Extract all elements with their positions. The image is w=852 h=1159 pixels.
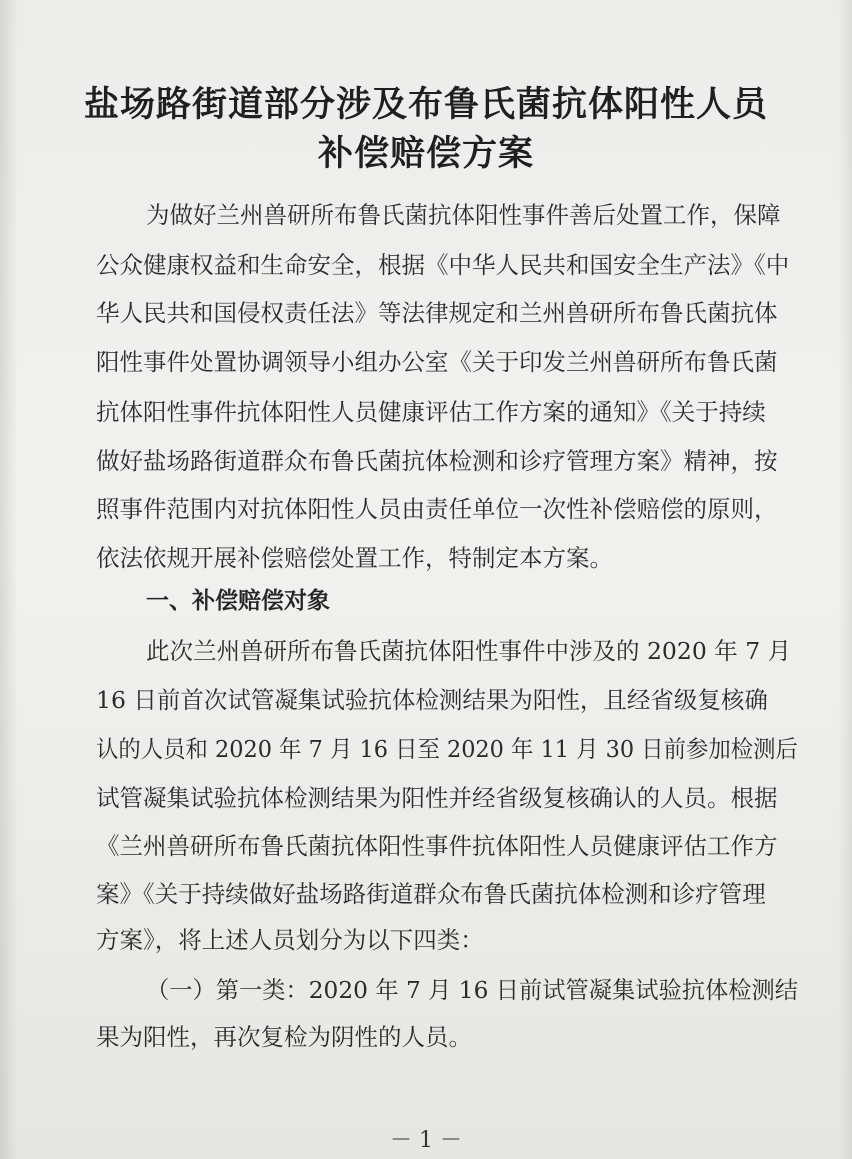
- body-line-13: 《兰州兽研所布鲁氏菌抗体阳性事件抗体阳性人员健康评估工作方: [96, 832, 778, 860]
- body-line-7: 照事件范围内对抗体阳性人员由责任单位一次性补偿赔偿的原则，: [96, 495, 778, 523]
- body-line-3: 华人民共和国侵权责任法》等法律规定和兰州兽研所布鲁氏菌抗体: [96, 299, 778, 327]
- body-line-14: 案》《关于持续做好盐场路街道群众布鲁氏菌抗体检测和诊疗管理: [96, 880, 766, 908]
- body-line-16: （一）第一类：2020 年 7 月 16 日前试管凝集试验抗体检测结: [146, 976, 799, 1004]
- body-line-6: 做好盐场路街道群众布鲁氏菌抗体检测和诊疗管理方案》精神，按: [96, 447, 778, 475]
- body-line-11: 认的人员和 2020 年 7 月 16 日至 2020 年 11 月 30 日前参加检测后: [96, 735, 798, 763]
- body-line-5: 抗体阳性事件抗体阳性人员健康评估工作方案的通知》《关于持续: [96, 398, 766, 426]
- body-line-10: 16 日前首次试管凝集试验抗体检测结果为阳性，且经省级复核确: [96, 686, 768, 714]
- page-number: － 1 －: [390, 1128, 462, 1153]
- body-line-8: 依法依规开展补偿赔偿处置工作，特制定本方案。: [96, 544, 613, 572]
- body-line-9: 此次兰州兽研所布鲁氏菌抗体阳性事件中涉及的 2020 年 7 月: [146, 637, 792, 665]
- body-line-15: 方案》，将上述人员划分为以下四类：: [96, 926, 484, 954]
- body-line-12: 试管凝集试验抗体检测结果为阳性并经省级复核确认的人员。根据: [96, 784, 778, 812]
- body-line-4: 阳性事件处置协调领导小组办公室《关于印发兰州兽研所布鲁氏菌: [96, 348, 778, 376]
- body-line-17: 果为阳性，再次复检为阴性的人员。: [96, 1023, 472, 1051]
- document-title-line-2: 补偿赔偿方案: [317, 134, 534, 174]
- body-line-2: 公众健康权益和生命安全，根据《中华人民共和国安全生产法》《中: [96, 251, 790, 279]
- document-title-line-1: 盐场路街道部分涉及布鲁氏菌抗体阳性人员: [83, 85, 768, 125]
- body-line-1: 为做好兰州兽研所布鲁氏菌抗体阳性事件善后处置工作，保障: [146, 201, 781, 229]
- section-heading-1: 一、补偿赔偿对象: [146, 588, 330, 614]
